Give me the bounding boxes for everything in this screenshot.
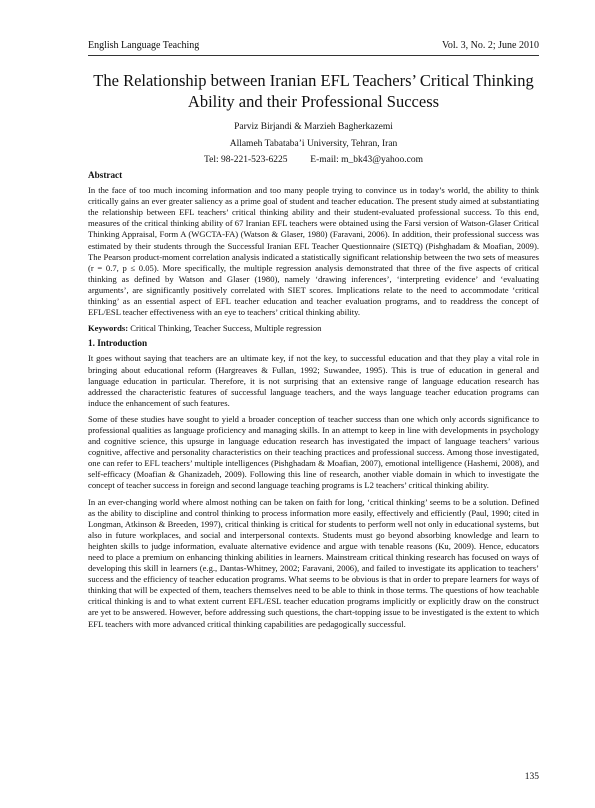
abstract-heading: Abstract bbox=[88, 170, 123, 180]
page-number: 135 bbox=[524, 772, 539, 782]
keywords bbox=[88, 323, 539, 334]
abstract-text: In the face of too much incoming information and too many people trying to convince us in today’s world, the ability to think critically gains an ever greater saliency as a prime goal of student and teacher education. The present study aimed at substantiating the relationship between EFL teachers’ critical thinking ability and their student-evaluated professional success. To this end, measures of the critical thinking ability of 67 Iranian EFL teachers were obtained using the Farsi version of Watson-Glaser Critical Thinking Appraisal, Form A (WGCTA-FA) (Watson & Glaser, 1980) (Faravani, 2006). In addition, their professional success was estimated by their students through the Successful Iranian EFL Teacher Questionnaire (SIETQ) (Pishghadam & Moafian, 2009). The Pearson product-moment correlation analysis indicated a statistically significant relationship between the two sets of measures (r = 0.7, p ≤ 0.05). More specifically, the multiple regression analysis demonstrated that three of the five aspects of critical thinking as defined by Watson and Glaser (1980), namely ‘drawing inferences’, ‘interpreting evidence’ and ‘evaluating arguments’, are significantly positively correlated with SIET scores. Implications relate to the need to accommodate ‘critical thinking’ as an essential aspect of EFL teacher education and teacher evaluation programs, and to readdress the concept of EFL/ESL teacher effectiveness with an eye to teachers’ critical thinking ability. bbox=[88, 185, 539, 318]
article-body bbox=[88, 170, 539, 635]
introduction-heading: 1. Introduction bbox=[88, 338, 148, 349]
intro-paragraph-2: Some of these studies have sought to yield a broader conception of teacher success than one which only accords significance to professional qualities as language proficiency and managing skills. In an attempt to keep in line with developments in psychology and cognitive science, this upsurge in language education research has investigated the impact of language teachers’ various cognitive, affective and personality characteristics on their teaching practices and professional success. Among those investigated, one can refer to EFL teachers’ multiple intelligences (Pishghadam & Moafian, 2007), emotional intelligence (Hashemi, 2008), and self-efficacy (Moafian & Ghanizadeh, 2009). Following this line of research, another viable domain in which to investigate the concept of teacher success in foreign and second language teaching programs is L2 teachers’ critical thinking ability. bbox=[88, 413, 539, 491]
title-line-2: Ability and their Professional Success bbox=[187, 92, 440, 111]
title-line-1: The Relationship between Iranian EFL Teachers’ Critical Thinking bbox=[93, 71, 534, 90]
keywords-label: Keywords: bbox=[88, 323, 129, 334]
paper-title bbox=[88, 70, 539, 112]
contact-line bbox=[88, 155, 539, 165]
running-header bbox=[88, 40, 539, 54]
affiliation: Allameh Tabataba’i University, Tehran, Iran bbox=[229, 139, 398, 149]
telephone: Tel: 98-221-523-6225 bbox=[204, 155, 288, 165]
intro-paragraph-3: In an ever-changing world where almost nothing can be taken on faith for long, ‘critical thinking’ seems to be a solution. Defined as the ability to discipline and control thinking to process information more easily, effectively and efficiently (Paul, 1990; cited in Longman, Atkinson & Breeden, 1997), critical thinking is critical for students to perform well not only in educational systems, but also in future workplaces, and social and interpersonal contexts. Students must go beyond absorbing knowledge and learn to heighten skills to judge information, evaluate alternative evidence and argue with tenable reasons (Ku, 2009). Hence, educators need to place a premium on enhancing thinking abilities in learners. Mainstream critical thinking research has focused on ways of developing this skill in learners (e.g., Dantas-Whitney, 2002; Faravani, 2006), and failed to investigate its application to teachers’ success and the efficiency of teacher education programs. What seems to be obvious is that in order to prepare learners for ways of thinking that will be expected of them, teachers themselves need to be able to think in those terms. The questions of how teachable critical thinking is and to what extent current EFL/ESL teacher education programs implicitly or explicitly draw on the construct are yet to be answered. However, before addressing such questions, the chart-topping issue to be investigated is the extent to which EFL teachers with more advanced critical thinking capabilities are pedagogically successful. bbox=[88, 496, 539, 629]
journal-name: English Language Teaching bbox=[88, 40, 200, 51]
intro-paragraph-1: It goes without saying that teachers are an ultimate key, if not the key, to successful education and that they play a vital role in bringing about educational reform (Hargreaves & Fullan, 1992; Suwandee, 1995). This is true of education in general and language education in particular. Therefore, it is not surprising that an extensive range of language education research has addressed the characteristic features of successful language teachers, and the ways language teacher education programs can induce the enhancement of such features. bbox=[88, 353, 539, 408]
keywords-text: Critical Thinking, Teacher Success, Multiple regression bbox=[128, 323, 322, 334]
email: E-mail: m_bk43@yahoo.com bbox=[310, 155, 423, 165]
header-rule bbox=[88, 55, 539, 56]
authors: Parviz Birjandi & Marzieh Bagherkazemi bbox=[234, 122, 393, 132]
volume-info: Vol. 3, No. 2; June 2010 bbox=[441, 40, 539, 51]
